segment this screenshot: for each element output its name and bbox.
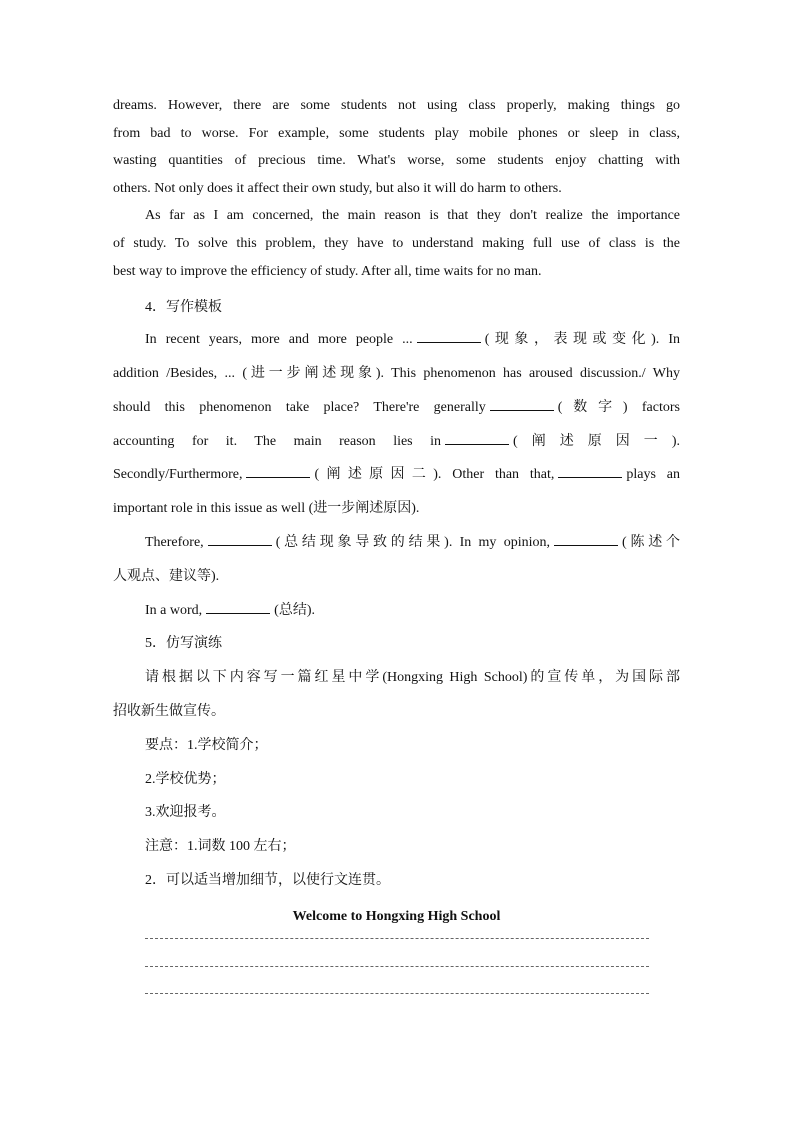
answer-line: [145, 966, 649, 967]
task-note: 2．可以适当增加细节，以使行文连贯。: [145, 872, 390, 888]
fill-blank: [208, 532, 272, 546]
fill-blank: [490, 397, 554, 411]
section-heading-template: 4．写作模板: [145, 300, 222, 316]
fill-blank: [554, 532, 618, 546]
answer-line: [145, 993, 649, 994]
template-line: should this phenomenon take place? There're generally (数字) factors: [113, 391, 680, 425]
template-line: addition /Besides, ... (进一步阐述现象). This phenomenon has aroused discussion./ Why: [113, 365, 680, 381]
fill-blank: [206, 600, 270, 614]
template-line: 人观点、建议等).: [113, 568, 220, 584]
task-point: 3.欢迎报考。: [145, 805, 226, 821]
template-line: Therefore, (总结现象导致的结果). In my opinion, (陈述个: [113, 526, 680, 560]
task-point: 2.学校优势；: [145, 771, 226, 787]
sample-essay: [113, 92, 680, 285]
writing-template: [113, 323, 680, 627]
task-instruction: 招收新生做宣传。: [113, 703, 225, 719]
task-point: 要点：1.学校简介；: [145, 737, 268, 753]
essay-line: wasting quantities of precious time. What's worse, some students enjoy chatting with: [113, 153, 680, 169]
fill-blank: [445, 431, 509, 445]
task-instruction: 请根据以下内容写一篇红星中学(Hongxing High School)的宣传单，为国际部: [145, 670, 680, 686]
answer-line: [145, 938, 649, 939]
section-heading-practice: 5．仿写演练: [145, 636, 222, 652]
essay-line: of study. To solve this problem, they have to understand making full use of class is the: [113, 235, 680, 251]
document-page: [113, 92, 680, 932]
flyer-title: Welcome to Hongxing High School: [292, 908, 501, 924]
template-line: important role in this issue as well (进一步阐述原因).: [113, 501, 420, 517]
essay-line: from bad to worse. For example, some students play mobile phones or sleep in class,: [113, 125, 680, 141]
task-note: 注意：1.词数 100 左右；: [145, 839, 296, 855]
writing-task: [113, 627, 680, 897]
template-line: Secondly/Furthermore, (阐述原因二). Other than that, plays an: [113, 458, 680, 492]
template-line: In a word, (总结).: [113, 594, 680, 628]
essay-line: others. Not only does it affect their own study, but also it will do harm to others.: [113, 180, 562, 196]
fill-blank: [246, 464, 310, 478]
fill-blank: [417, 329, 481, 343]
essay-line: dreams. However, there are some students not using class properly, making things go: [113, 98, 680, 113]
template-line: accounting for it. The main reason lies in (阐述原因一).: [113, 425, 680, 459]
fill-blank: [558, 464, 622, 478]
template-line: In recent years, more and more people ... (现象，表现或变化). In: [113, 323, 680, 357]
essay-line: best way to improve the efficiency of study. After all, time waits for no man.: [113, 263, 542, 279]
essay-line: As far as I am concerned, the main reason is that they don't realize the importance: [145, 208, 680, 224]
